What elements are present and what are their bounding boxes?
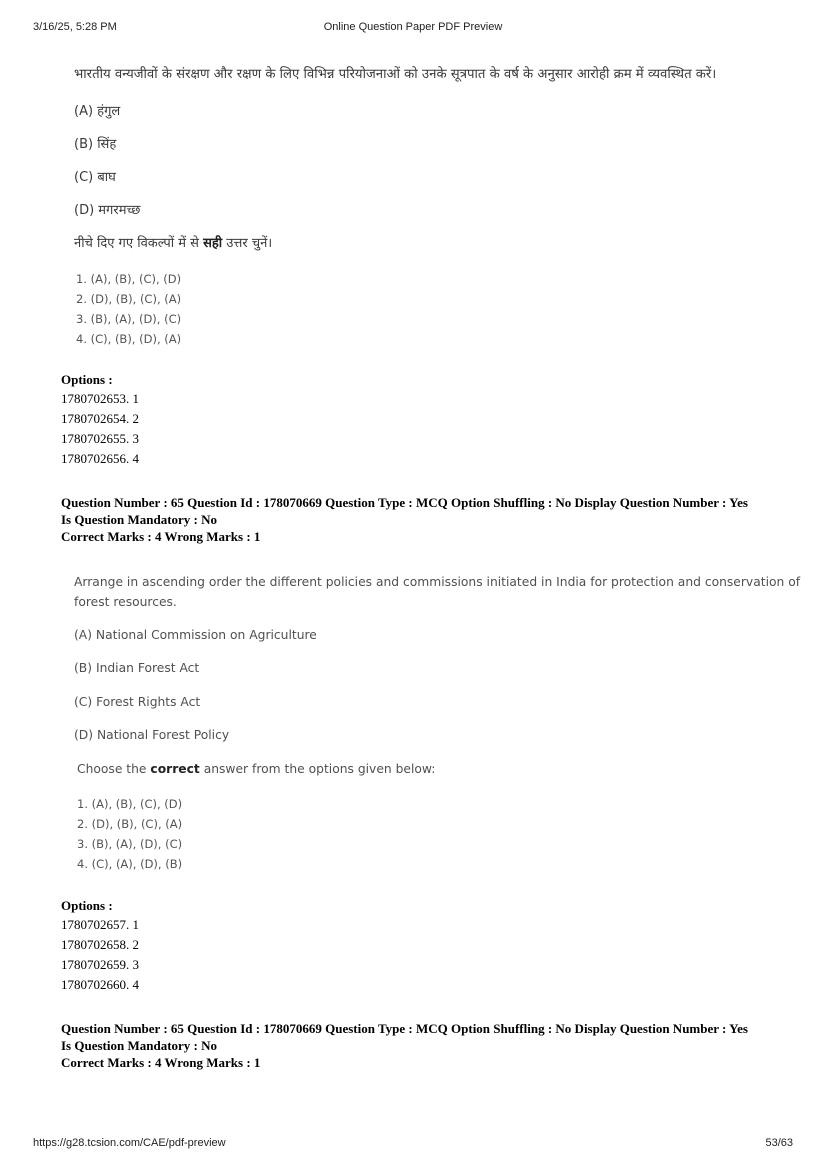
question-item: (D) National Forest Policy xyxy=(74,728,230,742)
meta-line: Question Number : 65 Question Id : 178070669 Question Type : MCQ Option Shuffling : No Display Question Number : Yes xyxy=(61,1021,748,1036)
answer-choice: 4. (C), (B), (D), (A) xyxy=(76,332,182,346)
question-meta xyxy=(61,494,781,545)
question-item: (B) Indian Forest Act xyxy=(74,661,200,675)
meta-line: Correct Marks : 4 Wrong Marks : 1 xyxy=(61,1055,261,1070)
meta-line: Is Question Mandatory : No xyxy=(61,1038,218,1053)
question-item: (C) बाघ xyxy=(74,170,116,185)
option-id: 1780702658. 2 xyxy=(61,937,139,952)
answer-choice: 3. (B), (A), (D), (C) xyxy=(76,312,182,326)
answer-choice: 1. (A), (B), (C), (D) xyxy=(76,272,182,286)
question-item: (B) सिंह xyxy=(74,137,117,152)
question-meta xyxy=(61,1020,781,1071)
answer-choice: 4. (C), (A), (D), (B) xyxy=(77,857,183,871)
meta-line: Question Number : 65 Question Id : 178070669 Question Type : MCQ Option Shuffling : No Display Question Number : Yes xyxy=(61,495,748,510)
answer-choice: 3. (B), (A), (D), (C) xyxy=(77,837,183,851)
option-id: 1780702656. 4 xyxy=(61,451,139,466)
instruction: Choose the correct answer from the options given below: xyxy=(77,762,436,776)
answer-choice: 2. (D), (B), (C), (A) xyxy=(77,817,183,831)
meta-line: Is Question Mandatory : No xyxy=(61,512,218,527)
print-datetime: 3/16/25, 5:28 PM xyxy=(33,21,117,33)
question-text: भारतीय वन्यजीवों के संरक्षण और रक्षण के लिए विभिन्न परियोजनाओं को उनके सूत्रपात के वर्ष के अनुसार आरोही क्रम में व्यवस्थित करें। xyxy=(74,67,717,82)
answer-choice: 1. (A), (B), (C), (D) xyxy=(77,797,183,811)
option-id: 1780702660. 4 xyxy=(61,977,139,992)
option-id: 1780702655. 3 xyxy=(61,431,139,446)
meta-line: Correct Marks : 4 Wrong Marks : 1 xyxy=(61,529,261,544)
question-item: (A) National Commission on Agriculture xyxy=(74,628,317,642)
question-item: (D) मगरमच्छ xyxy=(74,203,141,218)
option-id: 1780702654. 2 xyxy=(61,411,139,426)
page-title: Online Question Paper PDF Preview xyxy=(323,21,503,33)
question-text: forest resources. xyxy=(74,595,177,609)
option-id: 1780702659. 3 xyxy=(61,957,139,972)
answer-choice: 2. (D), (B), (C), (A) xyxy=(76,292,182,306)
options-label: Options : xyxy=(61,898,113,913)
page-number: 53/63 xyxy=(765,1137,793,1149)
page-url: https://g28.tcsion.com/CAE/pdf-preview xyxy=(33,1137,226,1149)
question-text: Arrange in ascending order the different policies and commissions initiated in India for protection and conservation of xyxy=(74,575,801,589)
question-item: (C) Forest Rights Act xyxy=(74,695,201,709)
question-item: (A) हंगुल xyxy=(74,104,121,119)
option-id: 1780702657. 1 xyxy=(61,917,139,932)
option-id: 1780702653. 1 xyxy=(61,391,139,406)
instruction: नीचे दिए गए विकल्पों में से सही उत्तर चुनें। xyxy=(74,236,273,251)
options-label: Options : xyxy=(61,372,113,387)
